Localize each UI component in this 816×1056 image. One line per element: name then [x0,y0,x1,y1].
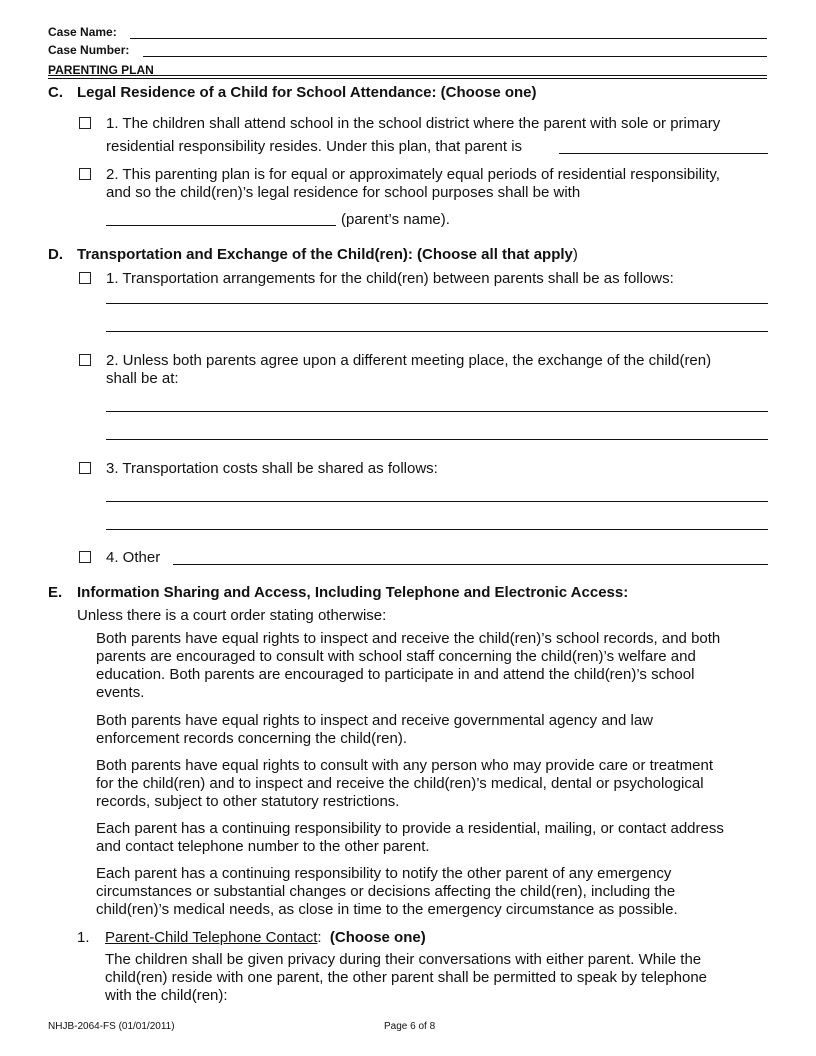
section-c-option-1-checkbox[interactable] [79,117,91,129]
other-field[interactable] [173,564,768,565]
case-name-label: Case Name: [48,25,117,39]
paragraph-contact-info: Each parent has a continuing responsibility to provide a residential, mailing, or contact address and contact telephone number to the other parent. [96,820,724,855]
exchange-location-field-1[interactable] [106,411,768,412]
exchange-location-field-2[interactable] [106,439,768,440]
transport-costs-field-2[interactable] [106,529,768,530]
section-c-option-1-text-2: residential responsibility resides. Under this plan, that parent is [106,138,523,155]
case-name-field[interactable] [130,38,767,39]
case-number-label: Case Number: [48,43,130,57]
paragraph-emergency: Each parent has a continuing responsibility to notify the other parent of any emergency circumstances or substantial changes or decisions affecting the child(ren), including the child(ren)’s medical needs, as close in time to the emergency circumstance as possible. [96,865,678,918]
header-divider-2 [48,78,767,79]
section-d-option-3-text: 3. Transportation costs shall be shared as follows: [106,460,438,477]
section-c-option-2-text: 2. This parenting plan is for equal or approximately equal periods of residential responsibility, [106,166,720,183]
section-d-option-1-checkbox[interactable] [79,272,91,284]
section-c-letter: C. [48,84,63,101]
telephone-contact-paragraph: The children shall be given privacy during their conversations with either parent. While the child(ren) reside with one parent, the other parent shall be permitted to speak by telephone with the child(ren): [105,951,708,1004]
item-1-heading: Parent-Child Telephone Contact: (Choose one) [105,929,426,946]
section-d-heading: Transportation and Exchange of the Child(ren): (Choose all that apply) [77,246,578,263]
paragraph-agency-records: Both parents have equal rights to inspect and receive governmental agency and law enforcement records concerning the child(ren). [96,712,654,747]
section-d-option-2-text-2: shall be at: [106,370,179,387]
section-c-option-2-checkbox[interactable] [79,168,91,180]
page-number: Page 6 of 8 [384,1021,436,1032]
section-d-option-1-text: 1. Transportation arrangements for the child(ren) between parents shall be as follows: [106,270,674,287]
section-c-parent-name-field[interactable] [106,225,336,226]
section-d-letter: D. [48,246,63,263]
section-c-option-1-text: 1. The children shall attend school in the school district where the parent with sole or primary [106,115,721,132]
section-c-parent-field[interactable] [559,153,768,154]
section-d-option-4-checkbox[interactable] [79,551,91,563]
parent-name-caption: (parent’s name). [341,211,450,228]
form-id: NHJB-2064-FS (01/01/2011) [48,1021,175,1032]
section-e-heading: Information Sharing and Access, Including Telephone and Electronic Access: [77,584,629,601]
section-d-option-2-checkbox[interactable] [79,354,91,366]
paragraph-school-records: Both parents have equal rights to inspect and receive the child(ren)’s school records, and both parents are encouraged to consult with school staff concerning the child(ren)’s welfare and education. Both parents are encouraged to participate in and attend the child(ren)’s school events. [96,630,721,701]
case-number-field[interactable] [143,56,767,57]
form-title: PARENTING PLAN [48,63,154,77]
transport-arrangements-field-2[interactable] [106,331,768,332]
header-divider-1 [48,75,767,76]
section-d-option-3-checkbox[interactable] [79,462,91,474]
section-c-heading: Legal Residence of a Child for School Attendance: (Choose one) [77,84,537,101]
transport-costs-field-1[interactable] [106,501,768,502]
section-e-letter: E. [48,584,63,601]
section-d-option-2-text: 2. Unless both parents agree upon a different meeting place, the exchange of the child(ren) [106,352,712,369]
transport-arrangements-field-1[interactable] [106,303,768,304]
paragraph-medical-records: Both parents have equal rights to consult with any person who may provide care or treatment for the child(ren) and to inspect and receive the child(ren)’s medical, dental or psychological records, subject to other statutory restrictions. [96,757,713,810]
section-e-intro: Unless there is a court order stating otherwise: [77,607,387,624]
section-c-option-2-text-2: and so the child(ren)’s legal residence for school purposes shall be with [106,184,581,201]
section-d-option-4-text: 4. Other [106,549,161,566]
item-1-number: 1. [77,929,90,946]
